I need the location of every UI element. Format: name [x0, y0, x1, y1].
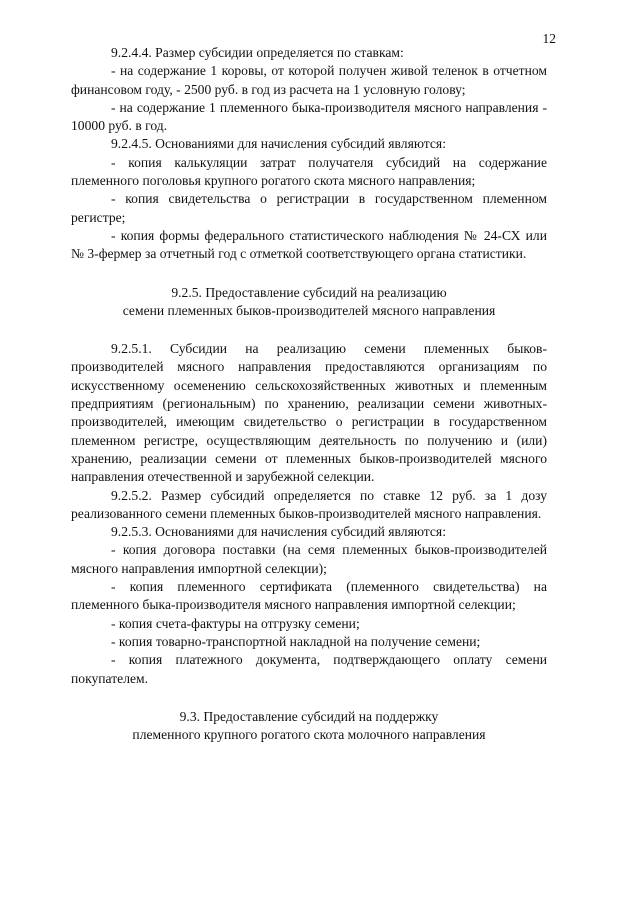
paragraph: - на содержание 1 коровы, от которой получен живой теленок в отчетном финансовом году, - 2500 руб. в год из расчета на 1 условную голову; [71, 63, 547, 97]
paragraph: 9.2.5.2. Размер субсидий определяется по ставке 12 руб. за 1 дозу реализованного семени племенных быков-производителей мясного направления. [71, 487, 547, 521]
paragraph: - копия калькуляции затрат получателя субсидий на содержание племенного поголовья крупного рогатого скота мясного направления; [71, 154, 547, 189]
paragraph: - копия свидетельства о регистрации в государственном племенном регистре; [71, 191, 547, 225]
paragraph: 9.2.5.1. Субсидии на реализацию семени племенных быков-производителей мясного направления предоставляются организациям по искусственному осеменению сельскохозяйственных животных и племенным предприятиям (региональным) по хранению, реализации семени животных-производителей, имеющим свидетельство о регистрации в государственном племенном регистре, осуществляющим деятельность по получению и (или) хранению, реализации семени от племенных быков-производителей мясного направления отечественной и зарубежной селекции. [71, 341, 547, 485]
section-heading-9-3-line2: племенного крупного рогатого скота молочного направления [132, 727, 486, 743]
paragraph: - копия формы федерального статистического наблюдения № 24-СХ или № 3-фермер за отчетный год с отметкой соответствующего органа статистики. [71, 227, 547, 262]
paragraph: - на содержание 1 племенного быка-производителя мясного направления - 10000 руб. в год. [71, 99, 547, 134]
paragraph: 9.2.5.3. Основаниями для начисления субсидий являются: [111, 524, 446, 540]
document-body [71, 44, 547, 744]
paragraph: 9.2.4.4. Размер субсидии определяется по ставкам: [111, 45, 404, 60]
paragraph: - копия договора поставки (на семя племенных быков-производителей мясного направления импортной селекции); [71, 542, 547, 576]
paragraph: - копия счета-фактуры на отгрузку семени; [111, 615, 360, 631]
paragraph: 9.2.4.5. Основаниями для начисления субсидий являются: [111, 136, 446, 152]
section-heading-9-3-line1: 9.3. Предоставление субсидий на поддержку [179, 708, 439, 724]
paragraph: - копия товарно-транспортной накладной на получение семени; [111, 633, 481, 649]
section-heading-9-2-5-line1: 9.2.5. Предоставление субсидий на реализацию [171, 284, 447, 300]
section-heading-9-2-5-line2: семени племенных быков-производителей мясного направления [122, 302, 496, 318]
page-number: 12 [542, 31, 556, 46]
paragraph: - копия племенного сертификата (племенного свидетельства) на племенного быка-производителя мясного направления импортной селекции; [71, 579, 547, 613]
paragraph: - копия платежного документа, подтверждающего оплату семени покупателем. [71, 652, 547, 686]
